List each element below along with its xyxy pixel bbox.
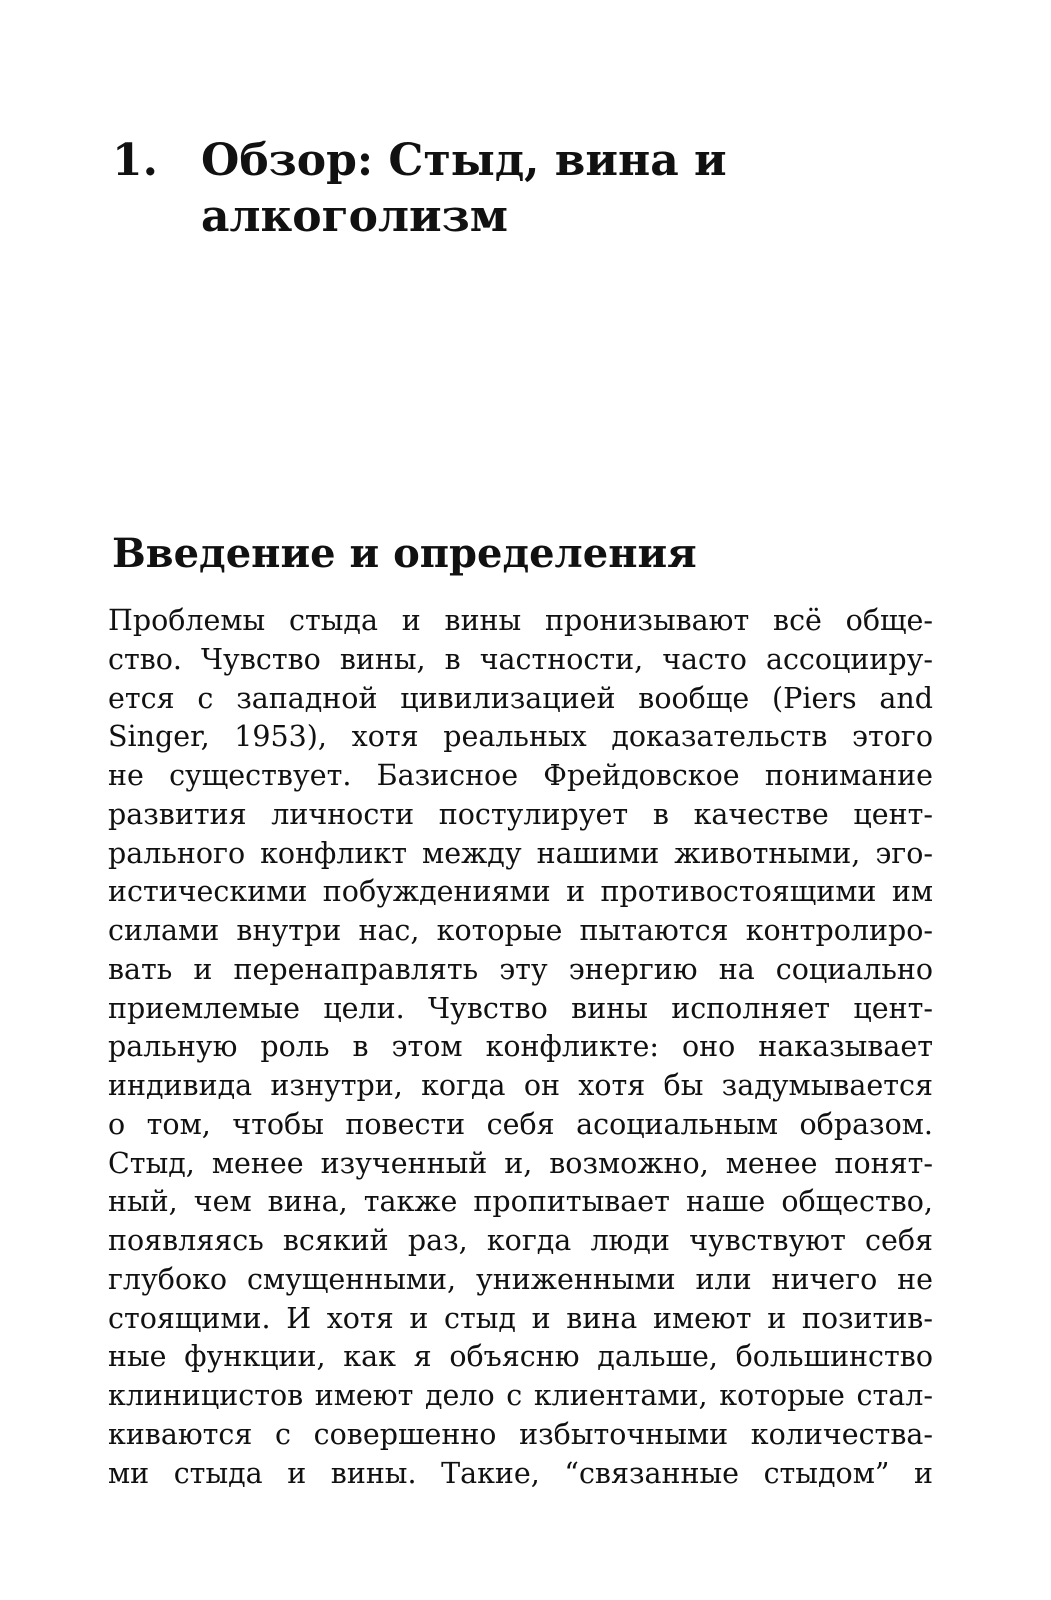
paragraph-line: Проблемы стыда и вины пронизывают всё обще- bbox=[108, 604, 933, 637]
paragraph-line: Singer, 1953), хотя реальных доказательств этого bbox=[108, 720, 933, 754]
paragraph-line: киваются с совершенно избыточными количества- bbox=[108, 1417, 933, 1451]
paragraph-line: ные функции, как я объясню дальше, большинство bbox=[108, 1340, 933, 1374]
chapter-title-line: алкоголизм bbox=[201, 191, 508, 242]
chapter-number: 1. bbox=[112, 135, 158, 186]
body-paragraph bbox=[108, 602, 933, 1493]
paragraph-line: ный, чем вина, также пропитывает наше общество, bbox=[108, 1185, 933, 1219]
paragraph-line: силами внутри нас, которые пытаются контролиро- bbox=[108, 914, 933, 947]
paragraph-line: вать и перенаправлять эту энергию на социально bbox=[108, 952, 933, 986]
chapter-title-line: Обзор: Стыд, вина и bbox=[201, 135, 727, 186]
paragraph-line: истическими побуждениями и противостоящими им bbox=[108, 875, 933, 909]
paragraph-line: рального конфликт между нашими животными, эго- bbox=[108, 836, 933, 870]
paragraph-line: ется с западной цивилизацией вообще (Piers and bbox=[108, 681, 933, 715]
paragraph-line: клиницистов имеют дело с клиентами, которые стал- bbox=[108, 1379, 933, 1412]
paragraph-line: глубоко смущенными, униженными или ничего не bbox=[108, 1262, 933, 1296]
paragraph-line: Стыд, менее изученный и, возможно, менее понят- bbox=[108, 1146, 933, 1180]
paragraph-line: появляясь всякий раз, когда люди чувствуют себя bbox=[108, 1224, 933, 1257]
paragraph-line: индивида изнутри, когда он хотя бы задумывается bbox=[108, 1069, 933, 1102]
paragraph-line: приемлемые цели. Чувство вины исполняет цент- bbox=[108, 991, 933, 1025]
paragraph-line: о том, чтобы повести себя асоциальным образом. bbox=[108, 1107, 933, 1141]
section-heading: Введение и определения bbox=[112, 530, 697, 577]
paragraph-line: стоящими. И хотя и стыд и вина имеют и позитив- bbox=[108, 1301, 933, 1335]
paragraph-line: не существует. Базисное Фрейдовское понимание bbox=[108, 759, 933, 792]
paragraph-line: развития личности постулирует в качестве цент- bbox=[108, 797, 933, 831]
paragraph-line: ральную роль в этом конфликте: оно наказывает bbox=[108, 1030, 933, 1064]
paragraph-line: ство. Чувство вины, в частности, часто ассоцииру- bbox=[108, 642, 933, 676]
chapter-title bbox=[201, 133, 821, 245]
paragraph-line: ми стыда и вины. Такие, “связанные стыдом” и bbox=[108, 1456, 933, 1490]
